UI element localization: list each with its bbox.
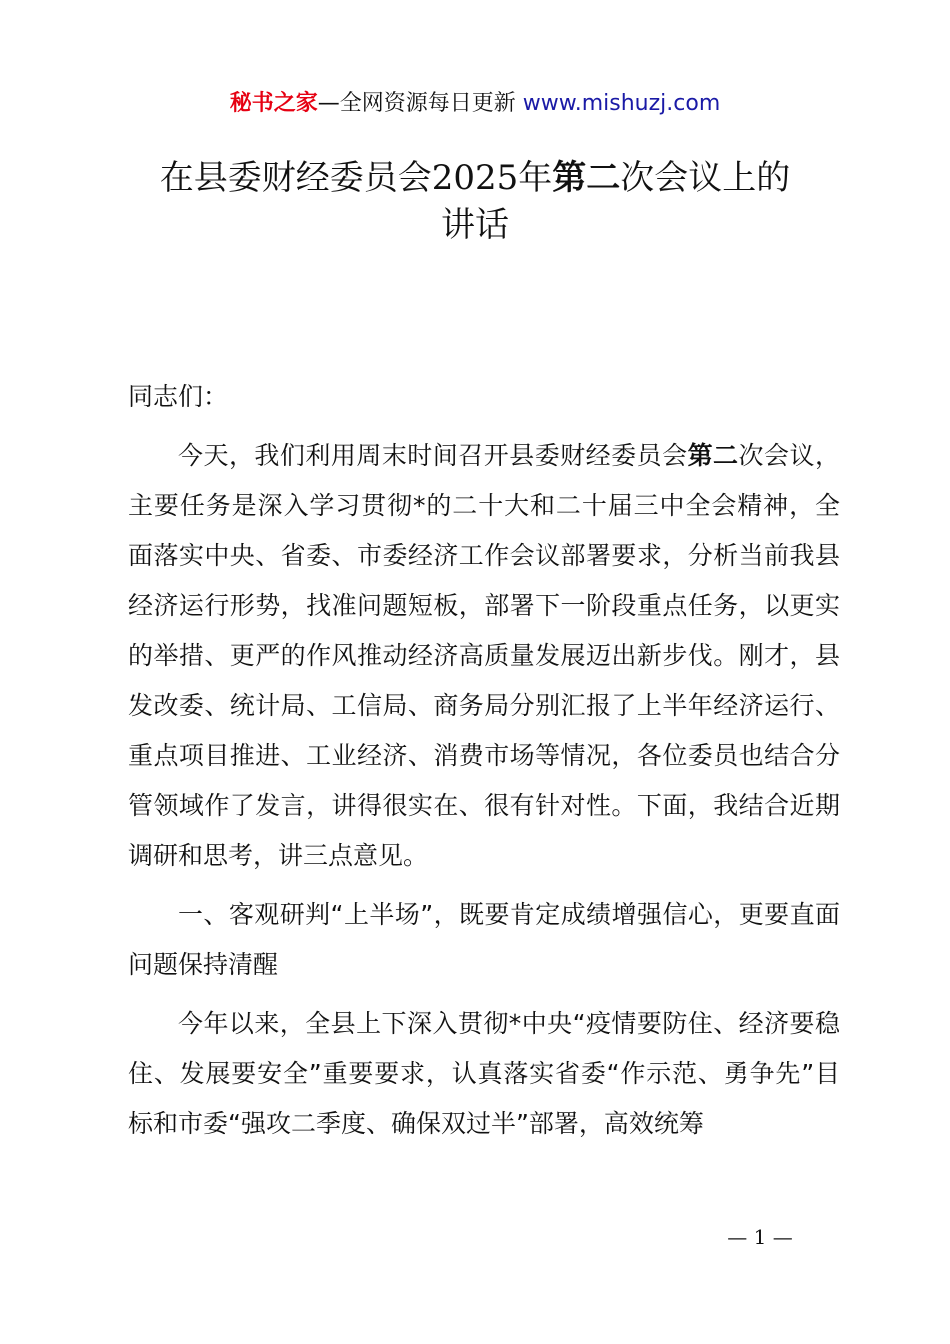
paragraph-2: 今年以来，全县上下深入贯彻*中央“疫情要防住、经济要稳住、发展要安全”重要要求，认真落实省委“作示范、勇争先”目标和市委“强攻二季度、确保双过半”部署，高效统筹 [128,1009,840,1138]
title-line-1 [100,155,850,202]
section-heading-1: 一、客观研判“上半场”，既要肯定成绩增强信心，更要直面问题保持清醒 [128,900,840,979]
paragraph-1-bold: 第二 [687,441,739,470]
site-url-link[interactable]: www.mishuzj.com [522,91,721,116]
document-title [100,155,850,249]
paragraph-1-start: 今天，我们利用周末时间召开县委财经委员会 [178,441,688,470]
title-part-3: 次会议上的 [620,158,791,198]
site-slogan: —全网资源每日更新 [317,91,523,116]
title-line-2: 讲话 [441,205,509,245]
salutation: 同志们： [128,382,229,411]
title-part-bold: 第二 [552,158,621,198]
site-header [0,88,950,120]
page-number: — 1 — [727,1225,793,1249]
title-part-1: 在县委财经委员会2025年 [159,158,553,198]
paragraph-1-rest: 次会议，主要任务是深入学习贯彻*的二十大和二十届三中全会精神，全面落实中央、省委、市委经济工作会议部署要求，分析当前我县经济运行形势，找准问题短板，部署下一阶段重点任务，以更实的举措、更严的作风推动经济高质量发展迈出新步伐。刚才，县发改委、统计局、工信局、商务局分别汇报了上半年经济运行、重点项目推进、工业经济、消费市场等情况，各位委员也结合分管领域作了发言，讲得很实在、很有针对性。下面，我结合近期调研和思考，讲三点意见。 [128,441,840,870]
site-brand: 秘书之家 [229,91,318,116]
paragraph-1 [128,431,840,881]
document-body [128,372,840,1158]
